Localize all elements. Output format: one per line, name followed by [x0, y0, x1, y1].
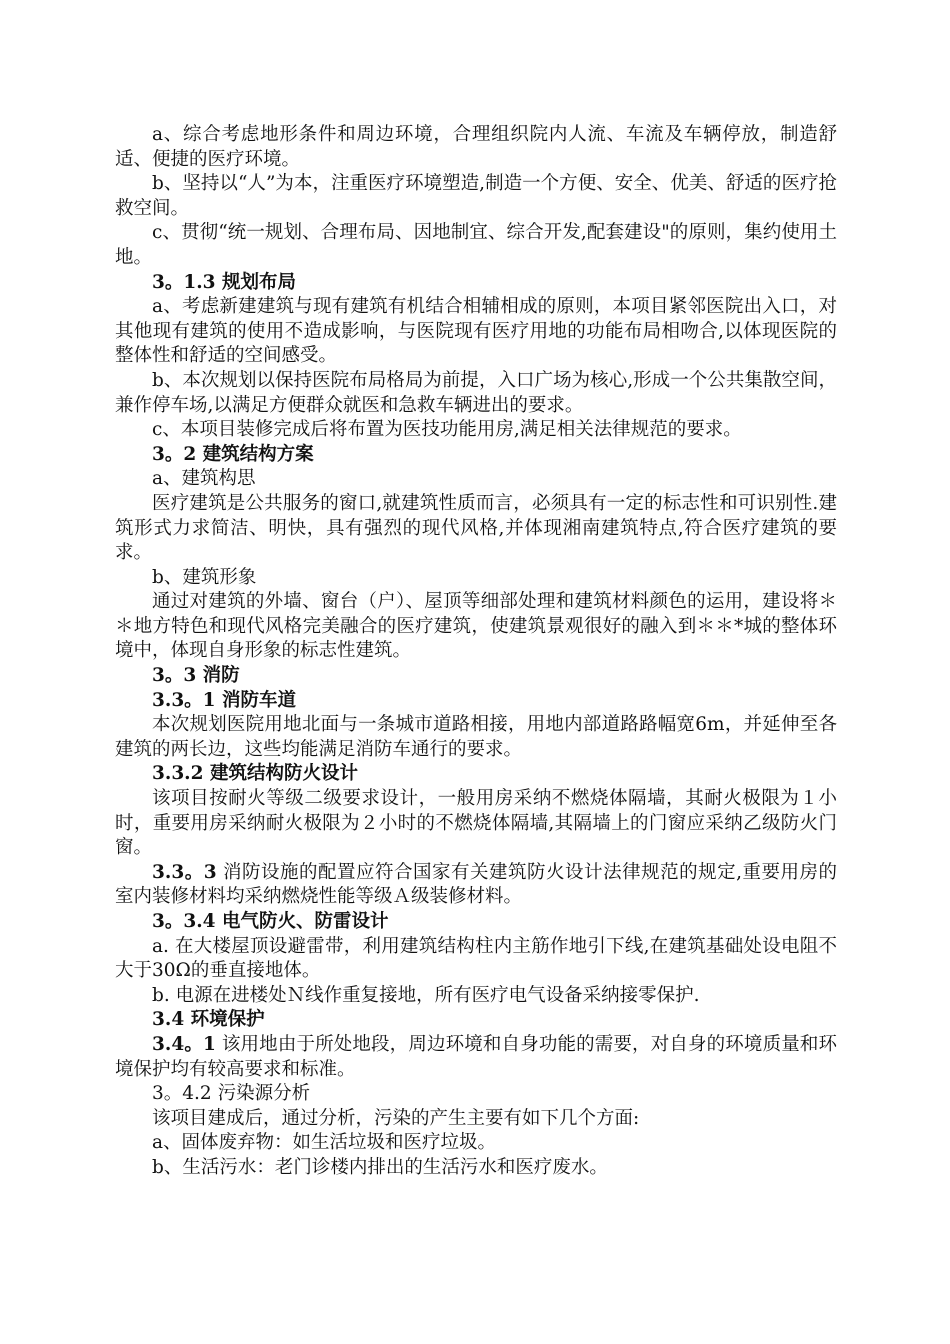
- section-heading: 3.4 环境保护: [152, 1009, 265, 1031]
- paragraph: 本次规划医院用地北面与一条城市道路相接，用地内部道路路幅宽6m，并延伸至各建筑的两长边，这些均能满足消防车通行的要求。: [115, 714, 837, 760]
- paragraph: c、贯彻“统一规划、合理布局、因地制宜、综合开发,配套建设"的原则，集约使用土地。: [115, 222, 837, 268]
- paragraph: a、考虑新建建筑与现有建筑有机结合相辅相成的原则，本项目紧邻医院出入口，对其他现有建筑的使用不造成影响，与医院现有医疗用地的功能布局相吻合,以体现医院的整体性和舒适的空间感受。: [115, 296, 837, 367]
- section-heading: 3。3.4 电气防火、防雷设计: [152, 911, 389, 932]
- paragraph-with-number: [115, 1033, 837, 1082]
- subsection-heading: [115, 1082, 837, 1107]
- paragraph: c、本项目装修完成后将布置为医技功能用房,满足相关法律规范的要求。: [152, 419, 742, 441]
- section-heading: 3。2 建筑结构方案: [152, 443, 314, 465]
- subsection-title: 污染源分析: [211, 1083, 311, 1105]
- paragraph: a、固体废弃物：如生活垃圾和医疗垃圾。: [152, 1132, 497, 1154]
- paragraph: b、生活污水：老门诊楼内排出的生活污水和医疗废水。: [152, 1156, 608, 1178]
- paragraph: 通过对建筑的外墙、窗台（户）、屋顶等细部处理和建筑材料颜色的运用，建设将＊＊地方特色和现代风格完美融合的医疗建筑，使建筑景观很好的融入到＊＊*城的整体环境中，体现自身形象的标志性建筑。: [115, 591, 837, 662]
- paragraph: b、建筑形象: [152, 566, 257, 588]
- paragraph-number: 3.4。1: [152, 1033, 216, 1055]
- paragraph-with-number: [115, 861, 837, 910]
- paragraph: b、坚持以“人”为本，注重医疗环境塑造,制造一个方便、安全、优美、舒适的医疗抢救空间。: [115, 173, 837, 219]
- section-heading: 3。1.3 规划布局: [152, 271, 296, 293]
- paragraph-text: 该用地由于所处地段，周边环境和自身功能的需要，对自身的环境质量和环境保护均有较高要求和标准。: [115, 1033, 838, 1080]
- paragraph: 该项目按耐火等级二级要求设计，一般用房采纳不燃烧体隔墙，其耐火极限为１小时，重要用房采纳耐火极限为２小时的不燃烧体隔墙,其隔墙上的门窗应采纳乙级防火门窗。: [115, 788, 837, 859]
- paragraph: 该项目建成后，通过分析，污染的产生主要有如下几个方面:: [152, 1107, 640, 1129]
- section-heading: 3.3。1 消防车道: [152, 689, 296, 711]
- paragraph: a. 在大楼屋顶设避雷带，利用建筑结构柱内主筋作地引下线,在建筑基础处设电阻不大于30Ω的垂直接地体。: [115, 935, 837, 982]
- paragraph: 医疗建筑是公共服务的窗口,就建筑性质而言，必须具有一定的标志性和可识别性.建筑形式力求简洁、明快，具有强烈的现代风格,并体现湘南建筑特点,符合医疗建筑的要求。: [115, 492, 837, 564]
- paragraph: b. 电源在进楼处Ｎ线作重复接地，所有医疗电气设备采纳接零保护.: [152, 984, 700, 1006]
- section-heading: 3。3 消防: [152, 665, 240, 687]
- paragraph-text: 消防设施的配置应符合国家有关建筑防火设计法律规范的规定,重要用房的室内装修材料均采纳燃烧性能等级Ａ级装修材料。: [115, 861, 838, 908]
- paragraph: a、建筑构思: [152, 468, 256, 490]
- paragraph: a、综合考虑地形条件和周边环境，合理组织院内人流、车流及车辆停放，制造舒适、便捷的医疗环境。: [115, 124, 837, 170]
- paragraph-number: 3.3。3: [152, 861, 217, 883]
- paragraph: b、本次规划以保持医院布局格局为前提，入口广场为核心,形成一个公共集散空间，兼作停车场,以满足方便群众就医和急救车辆进出的要求。: [115, 369, 837, 416]
- section-heading: 3.3.2 建筑结构防火设计: [152, 763, 358, 785]
- subsection-number: 3。4.2: [152, 1083, 212, 1105]
- document-page: [115, 123, 837, 1181]
